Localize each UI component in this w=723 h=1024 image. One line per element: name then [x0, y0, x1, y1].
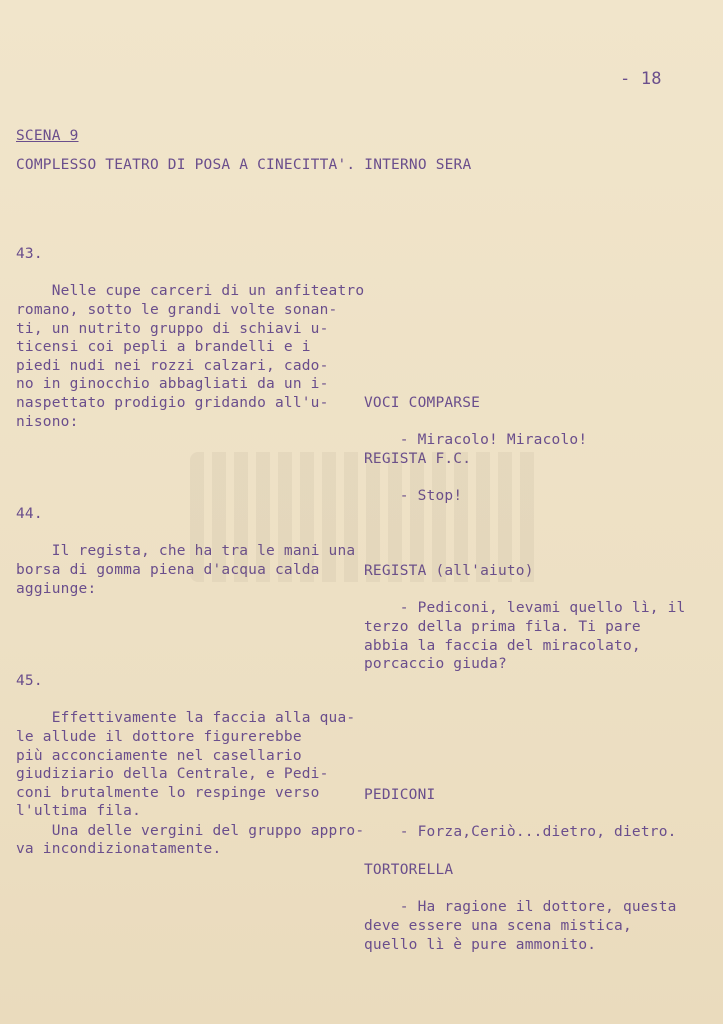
action-text: Effettivamente la faccia alla qua- le allude il dottore figurerebbe più acconciamente nel casellario giudiziario della Centrale, e Pedi- coni brutalmente lo respinge verso l'ultima fila. [16, 710, 356, 820]
dialogue-line: - Ha ragione il dottore, questa deve essere una scena mistica, quello lì è pure ammonito. [364, 899, 677, 953]
action-text: Una delle vergini del gruppo appro- va incondizionatamente. [16, 822, 365, 858]
dialogue-regista-aiuto [364, 525, 704, 692]
dialogue-line: - Forza,Ceriò...dietro, dietro. [399, 824, 677, 841]
action-block-43 [16, 208, 366, 450]
dialogue-line: - Pediconi, levami quello lì, il terzo della prima fila. Ti pare abbia la faccia del miracolato, porcaccio giuda? [364, 600, 686, 673]
speaker-name: VOCI COMPARSE [364, 395, 481, 412]
speaker-name: REGISTA F.C. [364, 451, 472, 468]
action-text: Nelle cupe carceri di un anfiteatro romano, sotto le grandi volte sonan- ti, un nutrito gruppo di schiavi u- ticensi coi pepli a brandelli e i piedi nudi nei rozzi calzari, cado- no in ginocchio abbagliati da un i- naspettato prodigio gridando all'u- nisono: [16, 283, 365, 430]
scene-heading: SCENA 9 [16, 128, 79, 144]
dialogue-tortorella [364, 824, 704, 973]
action-text: Il regista, che ha tra le mani una borsa di gomma piena d'acqua calda aggiunge: [16, 543, 356, 597]
scene-location: COMPLESSO TEATRO DI POSA A CINECITTA'. INTERNO SERA [16, 157, 472, 173]
speaker-name: REGISTA (all'aiuto) [364, 563, 534, 580]
action-block-vergini [16, 803, 366, 877]
shot-number: 45. [16, 673, 43, 690]
dialogue-line: - Miracolo! Miracolo! [399, 432, 588, 449]
shot-number: 43. [16, 246, 43, 263]
speaker-name: PEDICONI [364, 787, 436, 804]
shot-number: 44. [16, 506, 43, 523]
dialogue-regista-fc [364, 413, 704, 525]
speaker-name: TORTORELLA [364, 862, 454, 879]
page-number: - 18 [620, 69, 662, 89]
action-block-44 [16, 468, 366, 617]
dialogue-line: - Stop! [399, 488, 463, 505]
